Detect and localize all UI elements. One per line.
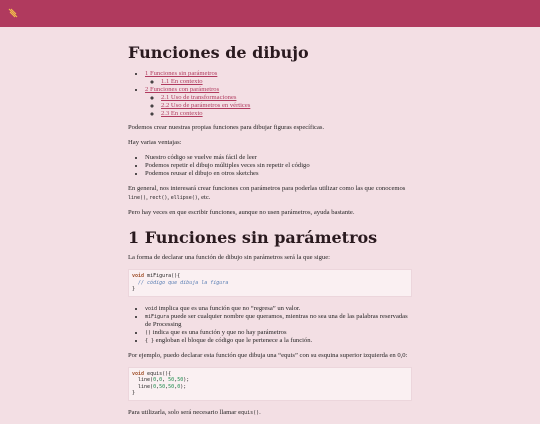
toc-subitem xyxy=(161,94,412,102)
example-intro: Por ejemplo, puedo declarar esta función que dibuja una “equis” con su esquina superior izquierda en 0,0: xyxy=(128,351,408,359)
list-item: • { } engloban el bloque de código que le pertenece a la función. xyxy=(145,337,412,345)
inline-code: void xyxy=(145,305,158,312)
inline-code: line() xyxy=(128,194,147,201)
toc-item xyxy=(145,70,412,86)
list-item: • Podemos repetir el dibujo múltiples veces sin repetir el código xyxy=(145,162,412,170)
toc-link[interactable]: 1 Funciones sin parámetros xyxy=(145,70,218,77)
use-paragraph: Para utilizarla, solo será necesario llamar equis(). xyxy=(128,408,261,416)
explanation-list xyxy=(128,305,412,345)
section-heading: 1 Funciones sin parámetros xyxy=(128,228,378,248)
code-comment: // código que dibuja la figura xyxy=(132,279,229,286)
inline-code: () xyxy=(145,329,152,336)
toc-link[interactable]: 2.3 En contexto xyxy=(161,110,203,117)
inline-code: rect() xyxy=(149,194,168,201)
code-block: void equis(){ line(0,0, 50,50); line(0,50,50,0); } xyxy=(128,367,412,401)
code-block xyxy=(128,269,412,297)
separator: , xyxy=(167,193,171,201)
intro-paragraph: Podemos crear nuestras propias funciones para dibujar figuras específicas. xyxy=(128,124,325,131)
code-close: } xyxy=(132,286,136,293)
separator: , xyxy=(146,193,150,201)
inline-code: equis() xyxy=(238,409,260,416)
general-text: En general, nos interesará crear funciones con parámetros para poderlas utilizar como las que conocemos xyxy=(128,185,406,193)
advantages-intro: Hay varias ventajas: xyxy=(128,139,182,147)
but-paragraph: Pero hay veces en que escribir funciones, aunque no usen parámetros, ayuda bastante. xyxy=(128,208,355,216)
toc-link[interactable]: 2.2 Uso de parámetros en vértices xyxy=(161,102,251,109)
page-title: Funciones de dibujo xyxy=(128,43,309,62)
toc-link[interactable]: 2.1 Uso de transformaciones xyxy=(161,94,237,101)
list-item: • void implica que es una función que no “regresa” un valor. xyxy=(145,305,412,313)
list-item: • miFigura puede ser cualquier nombre que queramos, mientras no sea una de las palabras reservadas de Processing xyxy=(145,313,412,329)
code-keyword: void xyxy=(132,273,145,280)
table-of-contents xyxy=(128,70,412,118)
general-end: , etc. xyxy=(197,193,211,201)
top-bar xyxy=(0,0,540,27)
toc-subitem xyxy=(161,110,412,118)
list-item: • Nuestro código se vuelve más fácil de leer xyxy=(145,154,412,162)
list-item: • Podemos reusar el dibujo en otros sketches xyxy=(145,170,412,178)
toc-item xyxy=(145,86,412,118)
section-intro: La forma de declarar una función de dibujo sin parámetros será la que sigue: xyxy=(128,254,330,262)
list-item: • () indica que es una función y que no hay parámetros xyxy=(145,329,412,337)
toc-subitem xyxy=(161,102,412,110)
general-paragraph xyxy=(128,185,412,201)
code-signature: equis(){ xyxy=(144,370,172,377)
code-keyword: void xyxy=(132,370,145,377)
inline-code: miFigura xyxy=(145,313,170,320)
toc-link[interactable]: 2 Funciones con parámetros xyxy=(145,86,220,93)
brackets-logo-icon[interactable] xyxy=(7,7,19,19)
code-signature: miFigura(){ xyxy=(144,273,181,280)
inline-code: { } xyxy=(145,337,155,344)
inline-code: ellipse() xyxy=(170,194,198,201)
toc-subitem xyxy=(161,78,412,86)
code-close: } xyxy=(132,390,136,397)
article xyxy=(128,27,412,424)
toc-link[interactable]: 1.1 En contexto xyxy=(161,78,203,85)
advantages-list xyxy=(128,154,412,178)
